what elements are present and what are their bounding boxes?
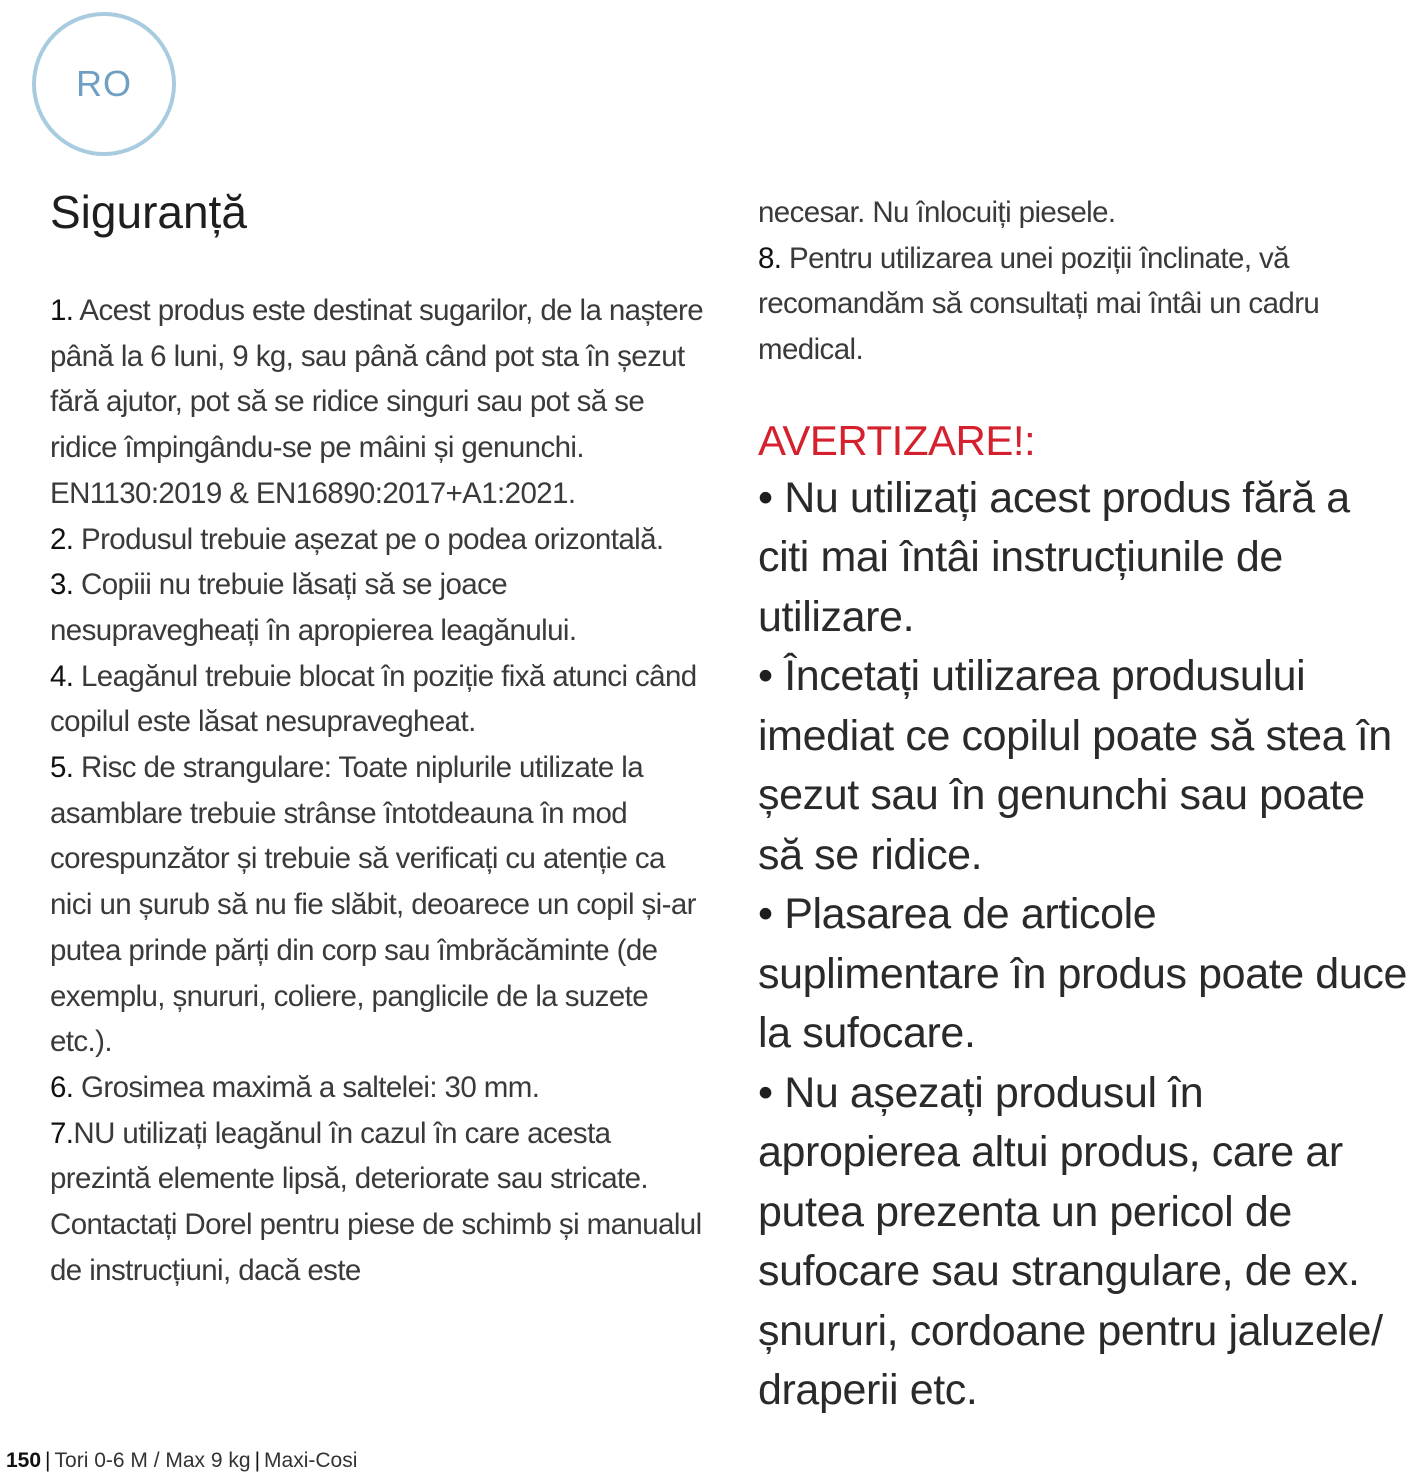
safety-item — [50, 745, 710, 1065]
footer-brand: Maxi-Cosi — [264, 1449, 358, 1472]
warning-text: Plasarea de articole suplimentare în produs poate duce la sufocare. — [758, 890, 1407, 1058]
item-number: 7. — [50, 1116, 74, 1150]
warning-title: AVERTIZARE!: — [758, 416, 1036, 464]
footer-separator: | — [254, 1449, 261, 1472]
footer-separator: | — [45, 1449, 51, 1472]
warning-item — [758, 885, 1408, 1064]
safety-item — [50, 288, 710, 517]
item-number: 6. — [50, 1070, 74, 1104]
right-column — [758, 190, 1408, 1421]
item-continuation: necesar. Nu înlocuiți piesele. — [758, 196, 1116, 229]
warning-text: Încetați utilizarea produsului imediat ce copilul poate să stea în șezut sau în genunchi sau poate să se ridice. — [758, 652, 1392, 879]
warning-text: Nu utilizați acest produs fără a citi mai întâi instrucțiunile de utilizare. — [758, 473, 1350, 641]
safety-item — [50, 1065, 710, 1111]
item-number: 8. — [758, 241, 782, 275]
safety-item — [50, 562, 710, 653]
item-text: Acest produs este destinat sugarilor, de la naștere până la 6 luni, 9 kg, sau până când pot sta în șezut fără ajutor, pot să se ridice singuri sau pot să se ridice împingându-se pe mâini și genunchi. EN1130:2019 & EN16890:2017+A1:2021. — [50, 294, 704, 510]
item-number: 1. — [50, 294, 74, 327]
warning-item — [758, 469, 1408, 648]
warning-item — [758, 1064, 1408, 1421]
footer-model: Tori 0-6 M / Max 9 kg — [54, 1449, 251, 1472]
item-text: Leagănul trebuie blocat în poziție fixă atunci când copilul este lăsat nesupravegheat. — [50, 659, 697, 739]
safety-item — [50, 517, 710, 563]
item-number: 2. — [50, 522, 74, 556]
item-number: 4. — [50, 659, 74, 693]
item-text: Grosimea maximă a saltelei: 30 mm. — [73, 1070, 540, 1104]
bullet-icon: • — [758, 473, 773, 522]
item-text: Produsul trebuie așezat pe o podea orizontală. — [73, 522, 664, 556]
safety-item — [758, 236, 1408, 373]
item-number: 5. — [50, 751, 74, 785]
page-number: 150 — [6, 1449, 42, 1472]
safety-item — [50, 1111, 710, 1294]
bullet-icon: • — [758, 1068, 773, 1117]
bullet-icon: • — [758, 652, 773, 701]
language-badge — [32, 12, 176, 156]
safety-item — [50, 654, 710, 745]
item-text: NU utilizați leagănul în cazul în care acesta prezintă elemente lipsă, deteriorate sau stricate. Contactați Dorel pentru piese de schimb și manualul de instrucțiuni, dacă este — [50, 1116, 702, 1287]
warning-list — [758, 469, 1408, 1421]
language-code: RO — [76, 63, 132, 104]
warning-item — [758, 647, 1408, 885]
bullet-icon: • — [758, 890, 773, 939]
safety-list-left — [50, 288, 710, 1293]
warning-text: Nu așezați produsul în apropierea altui produs, care ar putea prezenta un pericol de sufocare sau strangulare, de ex. șnururi, cordoane pentru jaluzele/ draperii etc. — [758, 1068, 1383, 1415]
page-title: Siguranță — [50, 186, 247, 238]
item-text: Copiii nu trebuie lăsați să se joace nesupravegheați în apropierea leagănului. — [50, 568, 577, 647]
item-text: Pentru utilizarea unei poziții înclinate, vă recomandăm să consultați mai întâi un cadru medical. — [758, 241, 1320, 367]
page-footer — [6, 1449, 357, 1473]
item-number: 3. — [50, 568, 74, 602]
item-text: Risc de strangulare: Toate niplurile utilizate la asamblare trebuie strânse întotdeauna în mod corespunzător și trebuie să verificați cu atenție ca nici un șurub să nu fie slăbit, deoarece un copil și-ar putea prinde părți din corp sau îmbrăcăminte (de exemplu, șnururi, coliere, panglicile de la suzete etc.). — [50, 751, 696, 1059]
